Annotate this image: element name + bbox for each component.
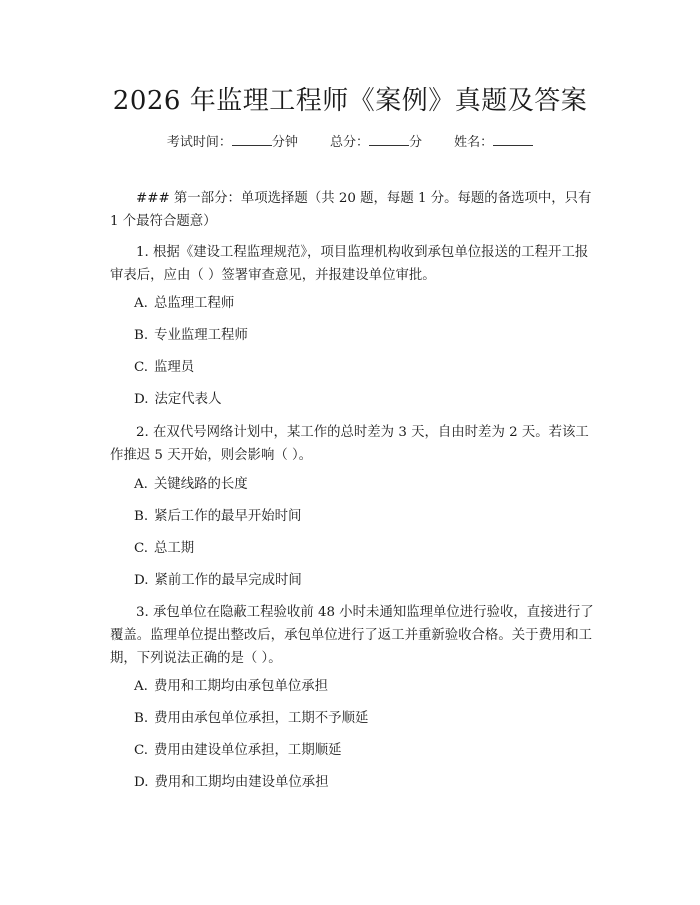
total-score-label: 总分： xyxy=(329,135,369,150)
document-title: 2026 年监理工程师《案例》真题及答案 xyxy=(112,86,588,116)
option-letter: A. xyxy=(134,296,148,311)
option-text: 总监理工程师 xyxy=(153,296,235,311)
option-text: 费用由建设单位承担，工期顺延 xyxy=(154,743,342,758)
candidate-name-field xyxy=(454,135,533,150)
option-letter: D. xyxy=(134,775,149,790)
question-3-option-b xyxy=(134,709,368,729)
option-text: 紧后工作的最早开始时间 xyxy=(154,509,302,524)
option-letter: C. xyxy=(134,541,149,556)
option-letter: C. xyxy=(134,360,149,375)
question-1-option-c xyxy=(134,358,194,378)
option-letter: A. xyxy=(134,679,148,694)
exam-time-field xyxy=(167,135,298,150)
option-text: 费用由承包单位承担，工期不予顺延 xyxy=(154,711,369,726)
question-2-option-c xyxy=(134,539,194,559)
option-text: 总工期 xyxy=(154,541,195,556)
question-1-option-b xyxy=(134,326,248,346)
exam-info-line xyxy=(0,131,700,150)
exam-time-label: 考试时间： xyxy=(166,135,232,150)
question-2-option-b xyxy=(134,507,301,527)
question-1-option-a xyxy=(134,294,234,314)
option-text: 紧前工作的最早完成时间 xyxy=(154,573,302,588)
question-2-option-a xyxy=(134,475,248,495)
option-letter: D. xyxy=(134,392,149,407)
question-3-option-c xyxy=(134,741,342,761)
section-heading: ### 第一部分：单项选择题（共 20 题，每题 1 分。每题的备选项中，只有 1 个最符合题意） xyxy=(110,191,592,229)
question-1-stem: 1. 根据《建设工程监理规范》，项目监理机构收到承包单位报送的工程开工报审表后，应由（ ）签署审查意见，并报建设单位审批。 xyxy=(110,245,589,283)
total-score-unit: 分 xyxy=(409,135,423,150)
option-letter: D. xyxy=(134,573,149,588)
option-letter: B. xyxy=(134,509,149,524)
question-3-option-d xyxy=(134,773,329,793)
option-text: 监理员 xyxy=(154,360,195,375)
option-letter: A. xyxy=(134,477,148,492)
option-text: 关键线路的长度 xyxy=(153,477,248,492)
exam-time-blank xyxy=(232,133,272,146)
option-text: 费用和工期均由承包单位承担 xyxy=(153,679,329,694)
question-2-option-d xyxy=(134,571,302,591)
exam-time-unit: 分钟 xyxy=(271,135,298,150)
option-text: 专业监理工程师 xyxy=(154,328,248,343)
question-3-option-a xyxy=(134,677,328,697)
total-score-field xyxy=(330,135,422,150)
option-letter: B. xyxy=(134,328,149,343)
option-text: 法定代表人 xyxy=(154,392,222,407)
option-letter: C. xyxy=(134,743,149,758)
question-1-option-d xyxy=(134,390,221,410)
candidate-name-label: 姓名： xyxy=(454,135,494,150)
candidate-name-blank xyxy=(493,133,533,146)
total-score-blank xyxy=(369,133,409,146)
option-text: 费用和工期均由建设单位承担 xyxy=(154,775,329,790)
question-3-stem: 3. 承包单位在隐蔽工程验收前 48 小时未通知监理单位进行验收，直接进行了覆盖。监理单位提出整改后，承包单位进行了返工并重新验收合格。关于费用和工期，下列说法正确的是（ ）。 xyxy=(110,605,594,666)
option-letter: B. xyxy=(134,711,149,726)
question-2-stem: 2. 在双代号网络计划中，某工作的总时差为 3 天，自由时差为 2 天。若该工作推迟 5 天开始，则会影响（ ）。 xyxy=(110,425,589,463)
